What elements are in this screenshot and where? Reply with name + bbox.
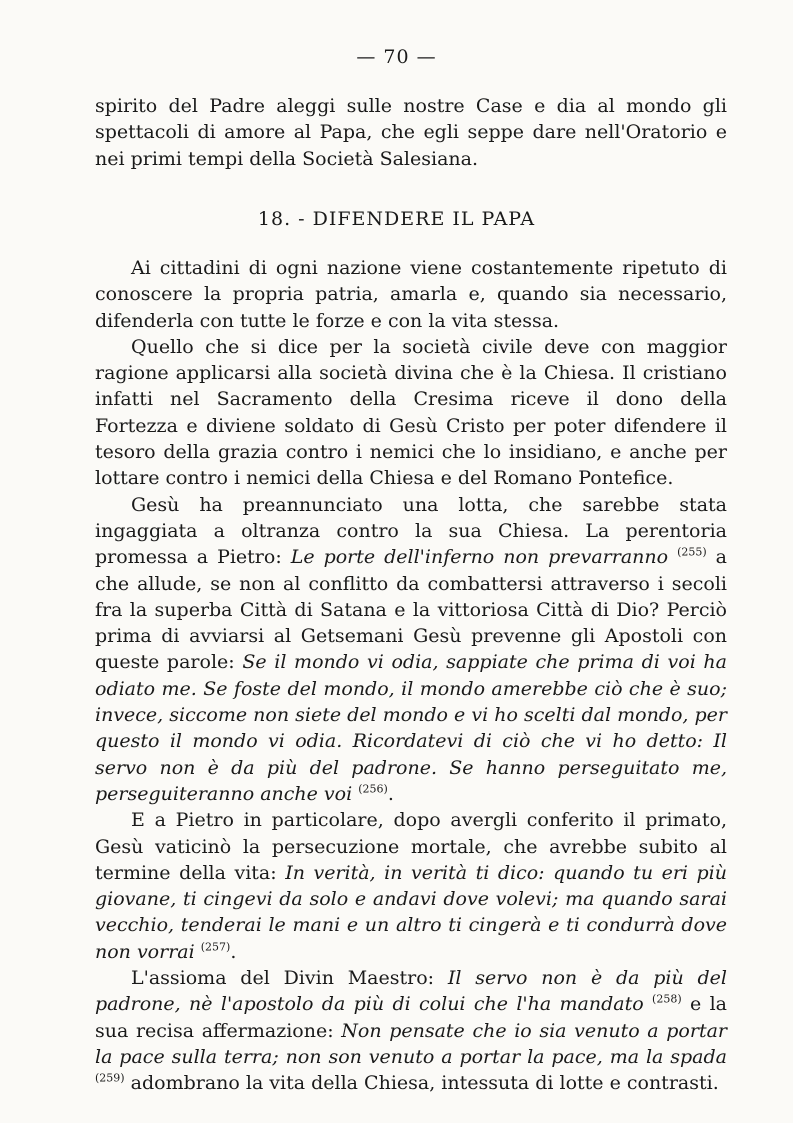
paragraph-4-end: . <box>230 940 237 963</box>
intro-paragraph: spirito del Padre aleggi sulle nostre Case e dia al mondo gli spettacoli di amore al Papa, che egli seppe dare nell'Oratorio e nei primi tempi della Società Salesiana. <box>95 95 727 170</box>
quote-servant-master: Il servo non è da più del padrone, nè l'apostolo da più di colui che l'ha mandato <box>95 967 727 1016</box>
footnote-ref-258: (258) <box>652 992 682 1006</box>
paragraph-3 <box>95 492 727 808</box>
page-number: — 70 — <box>356 46 437 68</box>
paragraph-5-text-3: adombrano la vita della Chiesa, intessuta di lotte e contrasti. <box>124 1072 719 1095</box>
footnote-ref-255: (255) <box>677 545 707 559</box>
paragraph-4-text: E a Pietro in particolare, dopo avergli conferito il primato, Gesù vaticinò la persecuzione mortale, che avrebbe subito al termine della vita: <box>95 809 727 884</box>
footnote-ref-259: (259) <box>95 1071 125 1085</box>
quote-world-hates-you: Se il mondo vi odia, sappiate che prima di voi ha odiato me. Se foste del mondo, il mondo amerebbe ciò che è suo; invece, siccome non siete del mondo e vi ho scelti dal mondo, per questo il mondo vi odia. Ricordatevi di ciò che vi ho detto: Il servo non è da più del padrone. Se hanno perseguitato me, perseguiteranno anche voi <box>95 651 727 805</box>
paragraph-3-text: Gesù ha preannunciato una lotta, che sarebbe stata ingaggiata a oltranza contro la sua Chiesa. La perentoria promessa a Pietro: <box>95 493 727 569</box>
quote-peter-old-age: In verità, in verità ti dico: quando tu eri più giovane, ti cingevi da solo e andavi dove volevi; ma quando sarai vecchio, tenderai le mani e un altro ti cingerà e ti condurrà dove non vorrai <box>95 861 727 963</box>
paragraph-5 <box>95 965 727 1096</box>
paragraph-3-end: . <box>387 782 394 805</box>
quote-gates-of-hell: Le porte dell'inferno non prevarranno <box>290 546 669 569</box>
section-heading: 18. - DIFENDERE IL PAPA <box>257 208 536 230</box>
paragraph-4 <box>95 807 727 965</box>
paragraph-3-text-2: a che allude, se non al conflitto da combattersi attraverso i secoli fra la superba Città di Satana e la vittoriosa Città di Dio? Perciò prima di avviarsi al Getsemani Gesù prevenne gli Apostoli con queste parole: <box>95 546 727 674</box>
paragraph-5-text: L'assioma del Divin Maestro: <box>131 967 448 990</box>
quote-sword: Non pensate che io sia venuto a portar la pace sulla terra; non son venuto a portar la pace, ma la spada <box>95 1019 727 1068</box>
paragraph-5-text-2: e la sua recisa affermazione: <box>95 993 727 1042</box>
paragraph-2: Quello che si dice per la società civile deve con maggior ragione applicarsi alla società divina che è la Chiesa. Il cristiano infatti nel Sacramento della Cresima riceve il dono della Fortezza e diviene soldato di Gesù Cristo per poter difendere il tesoro della grazia contro i nemici che lo insidiano, e anche per lottare contro i nemici della Chiesa e del Romano Pontefice. <box>95 335 727 490</box>
footnote-ref-257: (257) <box>200 940 231 954</box>
footnote-ref-256: (256) <box>358 782 388 796</box>
intro-text-block <box>95 93 727 172</box>
paragraph-1: Ai cittadini di ogni nazione viene costantemente ripetuto di conoscere la propria patria, amarla e, quando sia necessario, difenderla con tutte le forze e con la vita stessa. <box>95 257 727 332</box>
section-body <box>95 255 727 1097</box>
